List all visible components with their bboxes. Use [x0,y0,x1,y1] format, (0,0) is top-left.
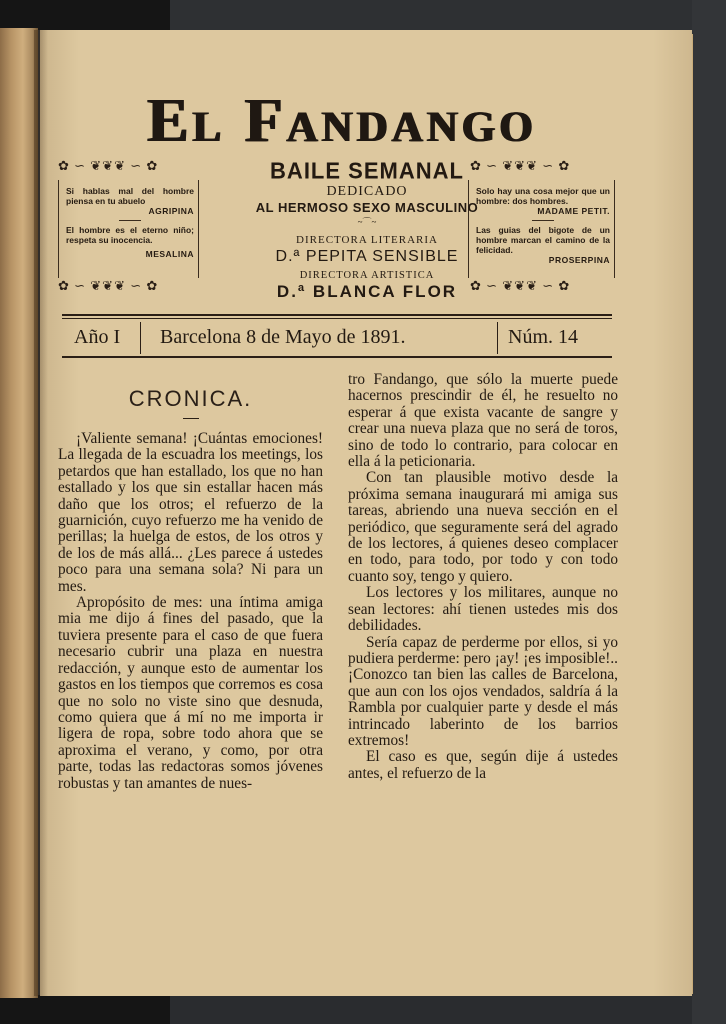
book-cover-top [0,0,170,30]
title-divider [183,418,199,419]
volume-year: Año I [74,326,121,348]
quote-box-left-border-right [198,180,203,278]
ornament-left-top: ✿ ∽ ❦❦❦ ∽ ✿ [58,158,159,173]
book-page-edges [0,28,38,998]
masthead-dedicated-to: AL HERMOSO SEXO MASCULINO [255,200,479,215]
dateline-rule-top [62,314,612,316]
literary-director-label: DIRECTORA LITERARIA [296,234,438,246]
artistic-director-name: D.ª BLANCA FLOR [276,282,458,301]
dateline-separator [497,322,498,354]
ornament-right-bottom: ✿ ∽ ❦❦❦ ∽ ✿ [470,278,571,293]
article-paragraph: El caso es que, según dije á ustedes antes, el refuerzo de la [348,748,618,782]
scanner-background-right [692,0,726,1024]
masthead-subtitle: BAILE SEMANAL [270,157,464,184]
dateline-rule-bottom [62,356,612,358]
ornament-right-top: ✿ ∽ ❦❦❦ ∽ ✿ [470,158,571,173]
masthead-center-block [208,158,526,302]
article-paragraph: tro Fandango, que sólo la muerte puede hacernos prescindir de él, he resuelto no esperar á que exista vacante de sangre y crear una nueva plaza que no será de toros, sino de todo lo contrario, para colocar en ella á la peticionaria. [348,371,618,471]
newspaper-page [40,30,692,996]
article-column-right [348,372,618,782]
spine-shadow [34,30,48,996]
masthead-title: El Fandango [147,87,537,155]
quote-author: MESALINA [145,249,194,259]
article-paragraph: Los lectores y los militares, aunque no sean lectores: ahí tienen ustedes mis dos debilidades. [348,584,618,635]
article-title: CRONICA. [128,386,253,411]
masthead-dedicated: DEDICADO [326,184,408,199]
quote-text: El hombre es el eterno niño; respeta su inocencia. [66,225,194,245]
dateline [62,320,612,358]
quote-box-left [66,186,194,259]
article-column-left [58,386,323,792]
dateline-separator [140,322,141,354]
quote-text: Solo hay una cosa mejor que un hombre: dos hombres. [476,186,610,206]
artistic-director-label: DIRECTORA ARTISTICA [299,270,435,281]
issue-number: Núm. 14 [508,326,578,348]
article-paragraph: ¡Valiente semana! ¡Cuántas emociones! La llegada de la escuadra los meetings, los petardos que han estallado, los que no han estallado y los que sin estallar hacen más daño que los otros; el refuerzo de la guarnición, cuyo refuerzo me ha venido de perillas; la huelga de estos, de los otros y de los de más allá... ¿Les parece á ustedes poco para una semana sola? Ni para un mes. [58,430,323,595]
quote-box-right-border-right [614,180,619,278]
article-paragraph: Sería capaz de perderme por ellos, si yo pudiera perderme: pero ¡ay! ¡es imposible!.. ¡Conozco tan bien las calles de Barcelona, que aun con los ojos vendados, saldría á la Rambla por cualquier parte y desde el más intrincado laberinto de los barrios extremos! [348,633,618,749]
literary-director-name: D.ª PEPITA SENSIBLE [275,248,459,265]
quote-author: PROSERPINA [548,255,610,265]
dateline-rule-top-thin [62,318,612,319]
quote-divider [532,220,554,221]
ornament-left-bottom: ✿ ∽ ❦❦❦ ∽ ✿ [58,278,159,293]
quote-text: Las guias del bigote de un hombre marcan el camino de la felicidad. [476,225,610,255]
small-ornament-icon: ~⌒~ [357,217,377,227]
quote-author: AGRIPINA [148,206,194,216]
article-paragraph: Con tan plausible motivo desde la próxima semana inaugurará mi amiga sus tareas, abriendo una nueva sección en el periódico, que seguramente será del agrado de los lectores, á quienes deseo complacer en todo, para todo, por todo y con todo cuanto soy, tengo y quiero. [348,469,618,585]
issue-date: Barcelona 8 de Mayo de 1891. [160,326,406,348]
article-paragraph: Apropósito de mes: una íntima amiga mia me dijo á fines del pasado, que la tuviera presente para el caso de que fuera necesario cubrir una plaza en nuestra redacción, y aunque esto de aumentar los gastos en los tiempos que corremos es cosa que no solo no viste sino que desnuda, como quiera que á mí no me importa ir ligera de ropa, sobre todo ahora que se aproxima el verano, y como, por otra parte, todas las redactoras somos jóvenes robustas y tan amantes de nues- [58,594,323,792]
book-cover-bottom [0,995,170,1024]
quote-text: Si hablas mal del hombre piensa en tu abuelo [66,186,194,206]
quote-author: MADAME PETIT. [537,206,610,216]
quote-divider [119,220,141,221]
quote-box-left-border [58,180,63,278]
